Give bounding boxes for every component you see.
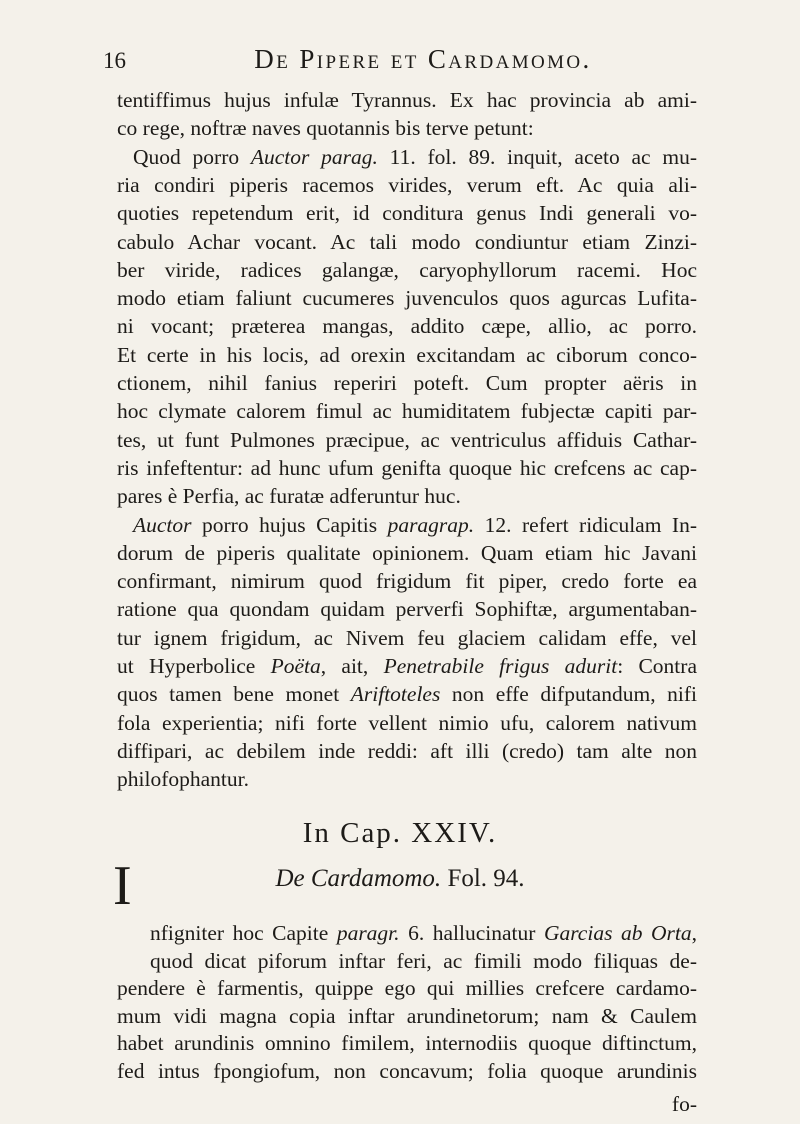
text-line: ni vocant; præterea mangas, addito cæpe, allio, ac porro. (117, 314, 697, 339)
text-line: quos tamen bene monet Ariftoteles non effe difputandum, nifi (117, 682, 697, 707)
chapter-subtitle: De Cardamomo. Fol. 94. (275, 865, 525, 892)
text-line: tur ignem frigidum, ac Nivem feu glaciem calidam effe, vel (117, 625, 697, 650)
text-line: ris infeftentur: ad hunc ufum genifta quoque hic crefcens ac cap- (117, 455, 697, 480)
text-line: modo etiam faliunt cucumeres juvenculos quos agurcas Lufita- (117, 286, 697, 311)
page-number: 16 (103, 48, 126, 73)
text-line: philofophantur. (117, 767, 249, 792)
text-line: quod dicat piforum inftar feri, ac fimili modo filiquas de- (150, 948, 697, 973)
catchword: fo- (671, 1092, 697, 1116)
text-line: confirmant, nimirum quod frigidum fit piper, credo forte ea (117, 569, 697, 594)
text-line: Et certe in his locis, ad orexin excitandam ac ciborum conco- (117, 342, 697, 367)
text-line: tentiffimus hujus infulæ Tyrannus. Ex hac provincia ab ami- (117, 88, 697, 112)
running-title: De Pipere et Cardamomo. (254, 44, 592, 74)
text-line: tes, ut funt Pulmones præcipue, ac ventriculus affiduis Cathar- (117, 427, 697, 452)
text-line: ber viride, radices galangæ, caryophyllorum racemi. Hoc (117, 257, 697, 282)
text-line: ctionem, nihil fanius reperiri poteft. Cum propter aëris in (117, 371, 697, 395)
text-line: mum vidi magna copia inftar arundinetorum; nam & Caulem (117, 1003, 697, 1028)
text-line: nfigniter hoc Capite paragr. 6. hallucinatur Garcias ab Orta, (150, 921, 697, 945)
text-line: pendere è farmentis, quippe ego qui millies crefcere cardamo- (117, 976, 697, 1001)
text-line: hoc clymate calorem fimul ac humiditatem fubjectæ capiti par- (117, 399, 697, 424)
text-line: habet arundinis omnino fimilem, internodiis quoque diftinctum, (117, 1031, 697, 1056)
text-line: Auctor porro hujus Capitis paragrap. 12. refert ridiculam In- (133, 512, 697, 537)
drop-cap: I (113, 855, 132, 917)
text-line: dorum de piperis qualitate opinionem. Quam etiam hic Javani (117, 540, 697, 565)
running-header (103, 40, 723, 80)
text-line: Quod porro Auctor parag. 11. fol. 89. inquit, aceto ac mu- (133, 144, 697, 169)
text-line: ria condiri piperis racemos virides, verum eft. Ac quia ali- (117, 172, 697, 197)
text-line: ratione qua quondam quidam perverfi Sophiftæ, argumentaban- (117, 597, 697, 622)
text-line: fola experientia; nifi forte vellent nimio ufu, calorem nativum (117, 710, 697, 735)
chapter-heading: In Cap. XXIV. (302, 817, 498, 849)
text-line: pares è Perfia, ac furatæ adferuntur huc. (117, 484, 461, 509)
text-line: quoties repetendum erit, id conditura genus Indi generali vo- (117, 201, 697, 226)
text-line: fed intus fpongiofum, non concavum; folia quoque arundinis (117, 1059, 697, 1083)
text-line: co rege, noftræ naves quotannis bis terve petunt: (117, 116, 534, 141)
text-line: ut Hyperbolice Poëta, ait, Penetrabile frigus adurit: Contra (117, 654, 697, 678)
text-line: diffipari, ac debilem inde reddi: aft illi (credo) tam alte non (117, 738, 697, 763)
text-line: cabulo Achar vocant. Ac tali modo condiuntur etiam Zinzi- (117, 229, 697, 254)
